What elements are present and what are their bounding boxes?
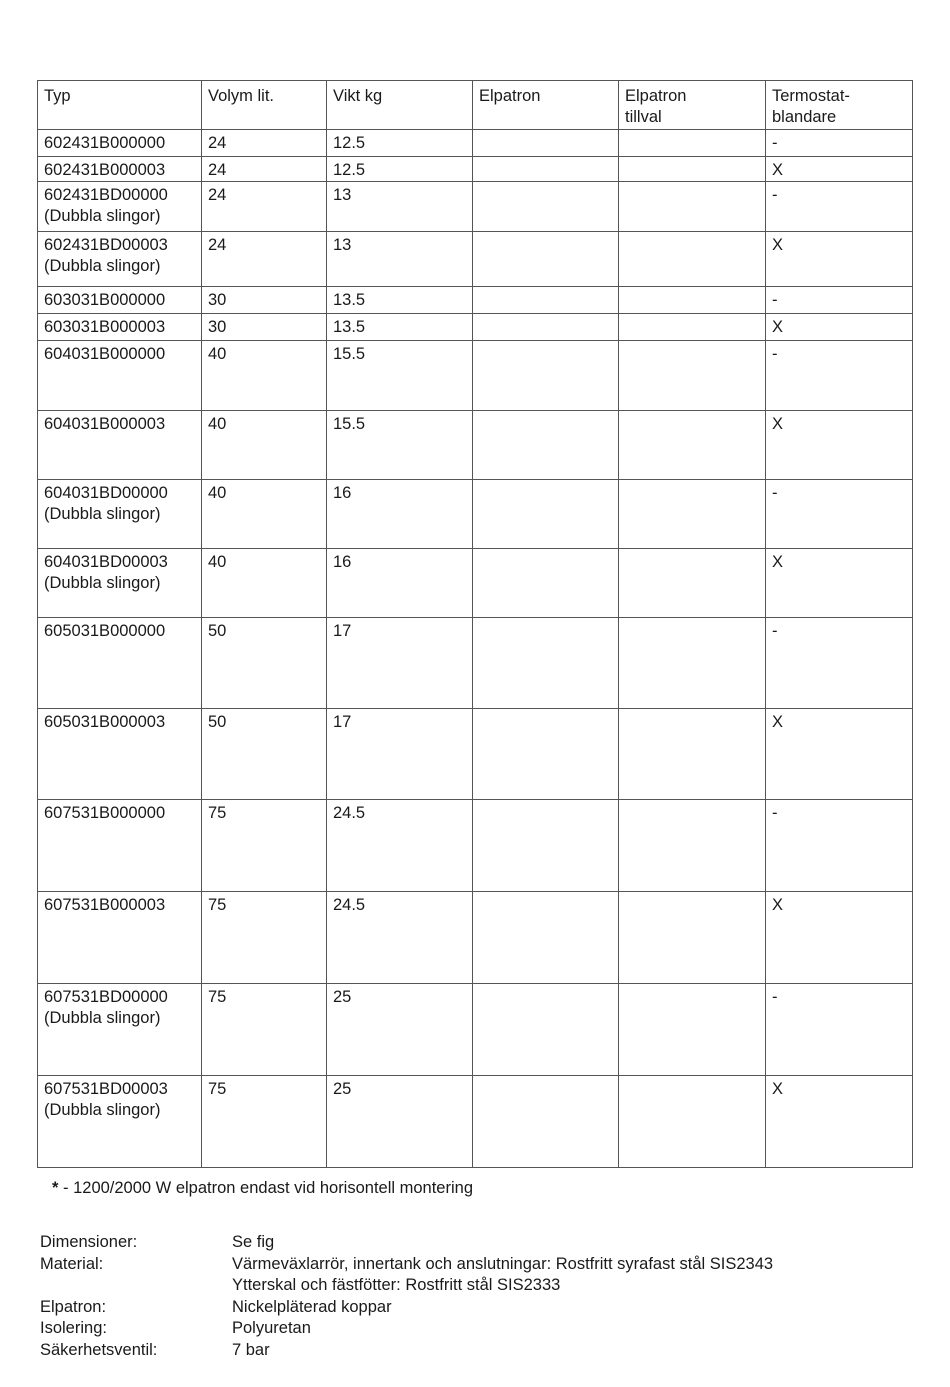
cell-elpatron (473, 892, 619, 984)
cell-termostat: X (766, 232, 913, 287)
cell-elpatron (473, 984, 619, 1076)
table-row (38, 232, 913, 287)
cell-elpatron (473, 287, 619, 314)
cell-typ: 607531BD00000 (Dubbla slingor) (38, 984, 202, 1076)
cell-termostat: - (766, 182, 913, 232)
cell-typ: 602431B000003 (38, 157, 202, 182)
cell-termostat: - (766, 130, 913, 157)
cell-typ: 603031B000000 (38, 287, 202, 314)
header-row (38, 81, 913, 130)
cell-elpatron-tillval (619, 411, 766, 480)
property-value: Se fig (232, 1233, 275, 1251)
table-row (38, 314, 913, 341)
cell-vikt: 13 (327, 182, 473, 232)
cell-elpatron-tillval (619, 157, 766, 182)
cell-elpatron-tillval (619, 232, 766, 287)
cell-elpatron (473, 157, 619, 182)
cell-elpatron-tillval (619, 182, 766, 232)
cell-volym: 75 (202, 984, 327, 1076)
cell-termostat: - (766, 800, 913, 892)
cell-vikt: 17 (327, 618, 473, 709)
cell-elpatron-tillval (619, 480, 766, 549)
table-row (38, 182, 913, 232)
table-row (38, 341, 913, 411)
cell-termostat: X (766, 411, 913, 480)
cell-typ: 607531B000003 (38, 892, 202, 984)
cell-termostat: X (766, 709, 913, 800)
cell-typ: 607531B000000 (38, 800, 202, 892)
cell-vikt: 15.5 (327, 341, 473, 411)
cell-typ: 605031B000003 (38, 709, 202, 800)
cell-elpatron (473, 800, 619, 892)
table-row (38, 157, 913, 182)
cell-elpatron (473, 130, 619, 157)
table-row (38, 1076, 913, 1168)
cell-vikt: 13.5 (327, 287, 473, 314)
cell-typ: 604031B000000 (38, 341, 202, 411)
cell-volym: 30 (202, 287, 327, 314)
cell-elpatron-tillval (619, 1076, 766, 1168)
cell-elpatron (473, 480, 619, 549)
cell-vikt: 12.5 (327, 130, 473, 157)
cell-vikt: 24.5 (327, 800, 473, 892)
property-label: Elpatron: (40, 1297, 107, 1316)
cell-termostat: X (766, 1076, 913, 1168)
property-row (40, 1318, 900, 1340)
property-row (40, 1340, 900, 1362)
cell-volym: 40 (202, 411, 327, 480)
table-row (38, 892, 913, 984)
cell-volym: 24 (202, 157, 327, 182)
cell-elpatron (473, 411, 619, 480)
property-label: Dimensioner: (40, 1233, 138, 1251)
cell-elpatron-tillval (619, 549, 766, 618)
property-row (40, 1254, 900, 1297)
cell-typ: 604031BD00003 (Dubbla slingor) (38, 549, 202, 618)
cell-termostat: X (766, 892, 913, 984)
cell-elpatron (473, 549, 619, 618)
cell-vikt: 15.5 (327, 411, 473, 480)
cell-volym: 40 (202, 549, 327, 618)
cell-volym: 24 (202, 232, 327, 287)
cell-elpatron (473, 182, 619, 232)
cell-vikt: 13 (327, 232, 473, 287)
table-row (38, 800, 913, 892)
property-row (40, 1297, 900, 1319)
cell-typ: 604031BD00000 (Dubbla slingor) (38, 480, 202, 549)
cell-volym: 75 (202, 892, 327, 984)
cell-elpatron-tillval (619, 314, 766, 341)
cell-vikt: 13.5 (327, 314, 473, 341)
cell-elpatron (473, 1076, 619, 1168)
cell-vikt: 25 (327, 984, 473, 1076)
property-label: Material: (40, 1254, 104, 1273)
cell-elpatron-tillval (619, 618, 766, 709)
cell-vikt: 17 (327, 709, 473, 800)
table-row (38, 984, 913, 1076)
cell-vikt: 25 (327, 1076, 473, 1168)
cell-termostat: X (766, 157, 913, 182)
cell-typ: 602431B000000 (38, 130, 202, 157)
property-label: Isolering: (40, 1319, 107, 1337)
cell-typ: 602431BD00000 (Dubbla slingor) (38, 182, 202, 232)
cell-elpatron (473, 618, 619, 709)
cell-elpatron (473, 314, 619, 341)
footnote-text: - 1200/2000 W elpatron endast vid horisontell montering (58, 1179, 474, 1197)
table-row (38, 549, 913, 618)
property-label: Säkerhetsventil: (40, 1340, 158, 1359)
property-value: Polyuretan (232, 1319, 311, 1337)
cell-termostat: - (766, 984, 913, 1076)
cell-elpatron-tillval (619, 341, 766, 411)
cell-elpatron-tillval (619, 800, 766, 892)
table-row (38, 709, 913, 800)
cell-elpatron-tillval (619, 984, 766, 1076)
cell-termostat: X (766, 314, 913, 341)
table-row (38, 480, 913, 549)
header-typ: Typ (38, 81, 202, 130)
cell-typ: 605031B000000 (38, 618, 202, 709)
cell-elpatron-tillval (619, 287, 766, 314)
cell-elpatron-tillval (619, 130, 766, 157)
cell-termostat: - (766, 618, 913, 709)
header-termostat: Termostat- blandare (766, 81, 913, 130)
cell-vikt: 16 (327, 480, 473, 549)
cell-volym: 50 (202, 618, 327, 709)
cell-volym: 40 (202, 480, 327, 549)
property-value: Nickelpläterad koppar (232, 1297, 392, 1316)
header-elpatron: Elpatron (473, 81, 619, 130)
footnote (52, 1179, 473, 1198)
cell-elpatron-tillval (619, 709, 766, 800)
table-row (38, 411, 913, 480)
header-vikt: Vikt kg (327, 81, 473, 130)
table-row (38, 287, 913, 314)
cell-volym: 50 (202, 709, 327, 800)
cell-volym: 40 (202, 341, 327, 411)
cell-vikt: 24.5 (327, 892, 473, 984)
cell-vikt: 16 (327, 549, 473, 618)
header-volym: Volym lit. (202, 81, 327, 130)
table-row (38, 618, 913, 709)
cell-volym: 30 (202, 314, 327, 341)
property-row (40, 1232, 900, 1254)
header-elpatron-tillval: Elpatron tillval (619, 81, 766, 130)
cell-elpatron (473, 709, 619, 800)
footnote-marker: * (52, 1179, 59, 1197)
cell-termostat: - (766, 341, 913, 411)
table-row (38, 130, 913, 157)
properties-list (40, 1232, 900, 1361)
cell-typ: 604031B000003 (38, 411, 202, 480)
cell-vikt: 12.5 (327, 157, 473, 182)
cell-typ: 602431BD00003 (Dubbla slingor) (38, 232, 202, 287)
cell-typ: 603031B000003 (38, 314, 202, 341)
cell-termostat: - (766, 287, 913, 314)
cell-termostat: X (766, 549, 913, 618)
cell-termostat: - (766, 480, 913, 549)
cell-elpatron (473, 341, 619, 411)
cell-elpatron (473, 232, 619, 287)
cell-volym: 75 (202, 800, 327, 892)
cell-volym: 24 (202, 130, 327, 157)
spec-table (37, 80, 913, 1168)
cell-elpatron-tillval (619, 892, 766, 984)
cell-volym: 24 (202, 182, 327, 232)
property-value: Värmeväxlarrör, innertank och anslutningar: Rostfritt syrafast stål SIS2343 Ytterskal och fästfötter: Rostfritt stål SIS2333 (232, 1254, 774, 1294)
property-value: 7 bar (232, 1340, 270, 1359)
cell-volym: 75 (202, 1076, 327, 1168)
cell-typ: 607531BD00003 (Dubbla slingor) (38, 1076, 202, 1168)
